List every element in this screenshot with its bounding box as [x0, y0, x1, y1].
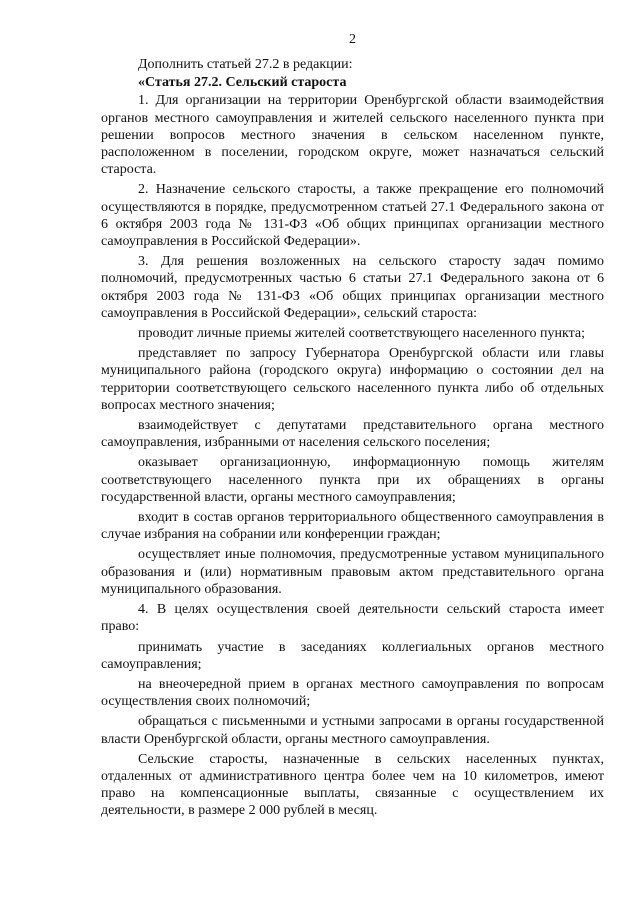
paragraph-1: 1. Для организации на территории Оренбургской области взаимодействия органов местного самоуправления и жителей сельского населенного пункта при решении вопросов местного значения в сельском населенном пункте, расположенном в поселении, городском округе, может назначаться сельский староста. — [101, 93, 604, 178]
list-item-self-government-bodies: входит в состав органов территориального общественного самоуправления в случае избрания на собрании или конференции граждан; — [101, 510, 604, 543]
paragraph-3: 3. Для решения возложенных на сельского старосту задач помимо полномочий, предусмотренных частью 6 статьи 27.1 Федерального закона от 6 октября 2003 года № 131-ФЗ «Об общих принципах организации местного самоуправления в Российской Федерации», сельский староста: — [101, 254, 604, 321]
page-number: 2 — [349, 32, 356, 47]
list-item-information-requests: представляет по запросу Губернатора Оренбургской области или главы муниципального района (городского округа) информацию о состоянии дел на территории соответствующего сельского населенного пункта либо об отдельных вопросах местного значения; — [101, 346, 604, 413]
list-item-other-powers: осуществляет иные полномочия, предусмотренные уставом муниципального образования и (или) нормативным правовым актом представительного органа муниципального образования. — [101, 547, 604, 597]
list-item-assistance: оказывает организационную, информационную помощь жителям соответствующего населенного пункта при их обращениях в органы государственной власти, органы местного самоуправления; — [101, 455, 604, 505]
compensation-paragraph: Сельские старосты, назначенные в сельских населенных пунктах, отдаленных от административного центра более чем на 10 километров, имеют право на компенсационные выплаты, связанные с осуществлением их деятельности, в размере 2 000 рублей в месяц. — [101, 751, 604, 819]
list-item-deputies-interaction: взаимодействует с депутатами представительного органа местного самоуправления, избранными от населения сельского поселения; — [101, 418, 604, 451]
list-item-written-requests: обращаться с письменными и устными запросами в органы государственной власти Оренбургской области, органы местного самоуправления. — [101, 714, 604, 747]
list-item-personal-receptions: проводит личные приемы жителей соответствующего населенного пункта; — [138, 326, 585, 342]
list-item-meetings-participation: принимать участие в заседаниях коллегиальных органов местного самоуправления; — [101, 639, 604, 672]
article-heading: «Статья 27.2. Сельский староста — [138, 75, 347, 91]
intro-line: Дополнить статьей 27.2 в редакции: — [138, 57, 353, 72]
paragraph-4: 4. В целях осуществления своей деятельности сельский староста имеет право: — [101, 602, 604, 635]
paragraph-2: 2. Назначение сельского старосты, а также прекращение его полномочий осуществляются в порядке, предусмотренном статьей 27.1 Федерального закона от 6 октября 2003 года № 131-ФЗ «Об общих принципах организации местного самоуправления в Российской Федерации». — [101, 182, 604, 250]
list-item-priority-reception: на внеочередной прием в органах местного самоуправления по вопросам осуществления своих полномочий; — [101, 676, 604, 710]
